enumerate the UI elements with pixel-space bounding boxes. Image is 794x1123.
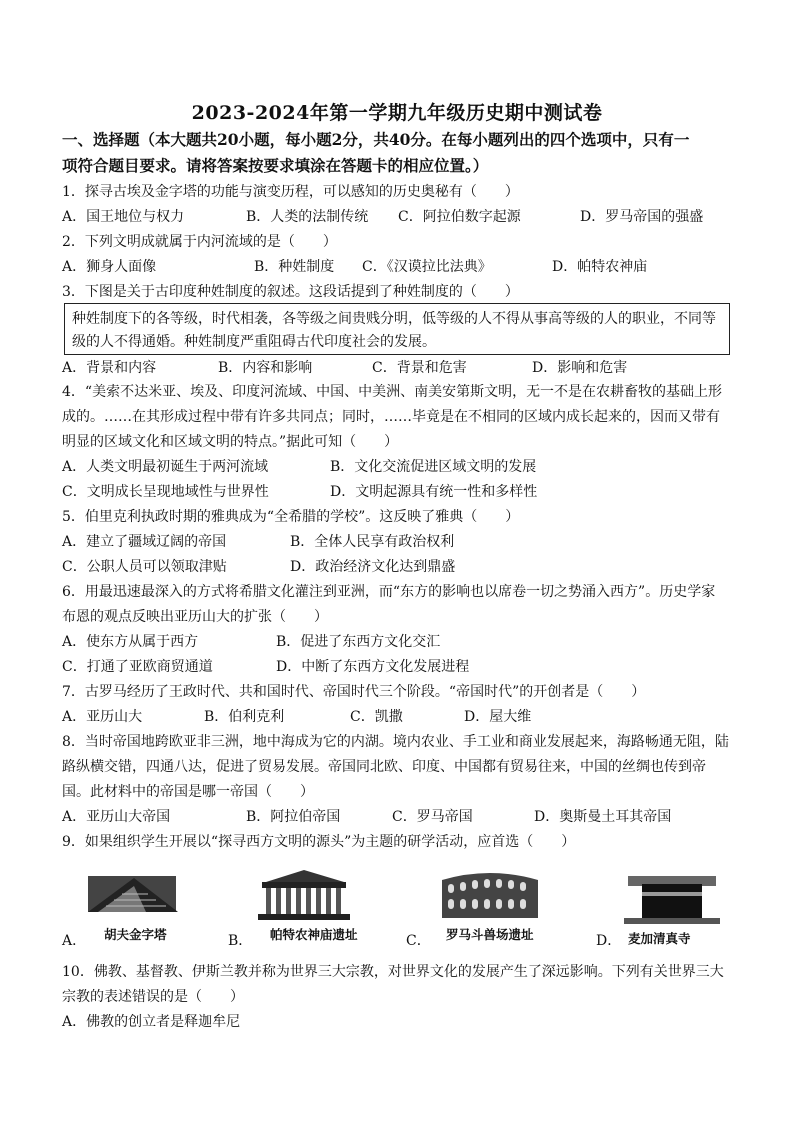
q5-option-d: D．政治经济文化达到鼎盛	[290, 559, 456, 575]
q9-caption-b: 帕特农神庙遗址	[270, 927, 358, 942]
q3-option-b: B．内容和影响	[218, 360, 313, 376]
q7-option-d: D．屋大维	[464, 709, 532, 725]
q4-line2: 成的。……在其形成过程中带有许多共同点；同时，……毕竟是在不相同的区域内成长起来的，因而又带有	[62, 409, 720, 425]
q4-option-d: D．文明起源具有统一性和多样性	[330, 484, 538, 500]
q4-option-a: A．人类文明最初诞生于两河流域	[62, 459, 269, 475]
q10-line2: 宗教的表述错误的是（ ）	[62, 989, 244, 1005]
q6-option-c: C．打通了亚欧商贸通道	[62, 659, 213, 675]
q7-option-c: C．凯撒	[350, 709, 403, 725]
q7-option-b: B．伯利克利	[204, 709, 285, 725]
q2-option-c: C．《汉谟拉比法典》	[362, 259, 492, 275]
q3-quote-line1: 种姓制度下的各等级，时代相袭，各等级之间贵贱分明，低等级的人不得从事高等级的人的职业，不同等	[72, 311, 716, 327]
q2-option-a: A．狮身人面像	[62, 259, 157, 275]
q3-option-a: A．背景和内容	[62, 360, 157, 376]
exam-title: 2023-2024年第一学期九年级历史期中测试卷	[191, 102, 603, 124]
q2-stem: 2．下列文明成就属于内河流域的是（ ）	[62, 234, 337, 250]
parthenon-image	[252, 868, 356, 926]
q6-option-d: D．中断了东西方文化发展进程	[276, 659, 470, 675]
mecca-mosque-image	[624, 872, 720, 928]
q1-option-b: B．人类的法制传统	[246, 209, 369, 225]
q1-option-d: D．罗马帝国的强盛	[580, 209, 704, 225]
q1-option-a: A．国王地位与权力	[62, 209, 185, 225]
q8-line1: 8．当时帝国地跨欧亚非三洲，地中海成为它的内湖。境内农业、手工业和商业发展起来，海路畅通无阻，陆	[62, 734, 729, 750]
q9-option-c-letter: C．	[406, 933, 431, 949]
q4-option-c: C．文明成长呈现地域性与世界性	[62, 484, 269, 500]
q5-option-c: C．公职人员可以领取津贴	[62, 559, 227, 575]
q8-option-a: A．亚历山大帝国	[62, 809, 171, 825]
q8-line2: 路纵横交错，四通八达，促进了贸易发展。帝国同北欧、印度、中国都有贸易往来，中国的丝绸也传到帝	[62, 759, 706, 775]
q5-stem: 5．伯里克利执政时期的雅典成为“全希腊的学校”。这反映了雅典（ ）	[62, 509, 520, 525]
q8-option-b: B．阿拉伯帝国	[246, 809, 341, 825]
q2-option-d: D．帕特农神庙	[552, 259, 648, 275]
q3-option-d: D．影响和危害	[532, 360, 628, 376]
q3-quote-box	[64, 303, 730, 355]
q8-line3: 国。此材料中的帝国是哪一帝国（ ）	[62, 784, 314, 800]
q4-option-b: B．文化交流促进区域文明的发展	[330, 459, 537, 475]
q9-option-d-letter: D．	[596, 933, 622, 949]
q10-line1: 10．佛教、基督教、伊斯兰教并称为世界三大宗教，对世界文化的发展产生了深远影响。下列有关世界三大	[62, 964, 724, 980]
q9-stem: 9．如果组织学生开展以“探寻西方文明的源头”为主题的研学活动，应首选（ ）	[62, 834, 576, 850]
q6-line2: 布恩的观点反映出亚历山大的扩张（ ）	[62, 609, 328, 625]
section-heading-line2: 项符合题目要求。请将答案按要求填涂在答题卡的相应位置。）	[62, 156, 489, 175]
q4-line3: 明显的区域文化和区域文明的特点。”据此可知（ ）	[62, 434, 399, 450]
q10-option-a: A．佛教的创立者是释迦牟尼	[62, 1014, 241, 1030]
q8-option-d: D．奥斯曼土耳其帝国	[534, 809, 672, 825]
q9-option-a-letter: A．	[62, 933, 87, 949]
q3-option-c: C．背景和危害	[372, 360, 467, 376]
q6-option-b: B．促进了东西方文化交汇	[276, 634, 441, 650]
q5-option-b: B．全体人民享有政治权利	[290, 534, 455, 550]
q5-option-a: A．建立了疆域辽阔的帝国	[62, 534, 227, 550]
q9-option-b-letter: B．	[228, 933, 253, 949]
q2-option-b: B．种姓制度	[254, 259, 335, 275]
q9-caption-a: 胡夫金字塔	[104, 927, 167, 942]
q6-line1: 6．用最迅速最深入的方式将希腊文化灌注到亚洲，而“东方的影响也以席卷一切之势涌入西方”。历史学家	[62, 584, 716, 600]
q3-stem: 3．下图是关于古印度种姓制度的叙述。这段话提到了种姓制度的（ ）	[62, 284, 519, 300]
q1-stem: 1．探寻古埃及金字塔的功能与演变历程，可以感知的历史奥秘有（ ）	[62, 184, 519, 200]
q9-caption-c: 罗马斗兽场遗址	[446, 927, 534, 942]
section-heading-line1: 一、选择题（本大题共20小题，每小题2分，共40分。在每小题列出的四个选项中，只有一	[62, 130, 690, 149]
q7-stem: 7．古罗马经历了王政时代、共和国时代、帝国时代三个阶段。“帝国时代”的开创者是（ ）	[62, 684, 646, 700]
q9-caption-d: 麦加清真寺	[628, 931, 691, 946]
q7-option-a: A．亚历山大	[62, 709, 143, 725]
q4-line1: 4．“美索不达米亚、埃及、印度河流域、中国、中美洲、南美安第斯文明，无一不是在农耕畜牧的基础上形	[62, 384, 723, 400]
q8-option-c: C．罗马帝国	[392, 809, 473, 825]
q1-option-c: C．阿拉伯数字起源	[398, 209, 521, 225]
q3-quote-line2: 级的人不得通婚。种姓制度严重阻碍古代印度社会的发展。	[72, 334, 436, 350]
q6-option-a: A．使东方从属于西方	[62, 634, 199, 650]
colosseum-image	[438, 866, 542, 924]
